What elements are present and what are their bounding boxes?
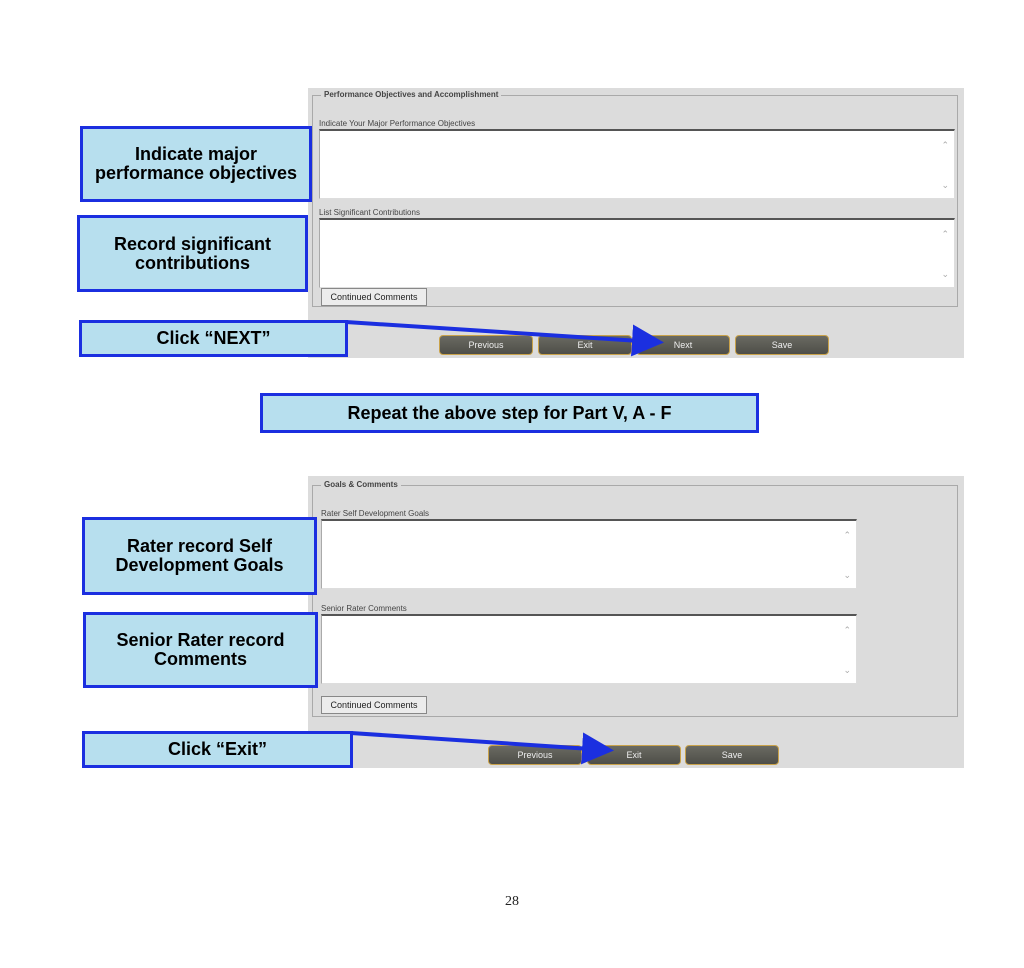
exit-arrow <box>351 733 606 750</box>
fieldset-legend: Performance Objectives and Accomplishment <box>321 89 501 101</box>
scroll-down-icon[interactable]: ⌄ <box>843 570 851 580</box>
previous-button[interactable]: Previous <box>439 335 533 355</box>
scroll-down-icon[interactable]: ⌄ <box>941 180 949 190</box>
callout-self-development: Rater record Self Development Goals <box>82 517 317 595</box>
next-button[interactable]: Next <box>636 335 730 355</box>
self-development-field-label: Rater Self Development Goals <box>321 509 430 518</box>
previous-button[interactable]: Previous <box>488 745 582 765</box>
scroll-down-icon[interactable]: ⌄ <box>941 269 949 279</box>
scroll-up-icon[interactable]: ⌃ <box>941 140 949 150</box>
scroll-up-icon[interactable]: ⌃ <box>843 625 851 635</box>
objectives-field-label: Indicate Your Major Performance Objectives <box>319 119 476 128</box>
scroll-up-icon[interactable]: ⌃ <box>843 530 851 540</box>
fieldset-legend: Goals & Comments <box>321 479 401 491</box>
callout-objectives: Indicate major performance objectives <box>80 126 312 202</box>
page-number: 28 <box>505 894 519 909</box>
contributions-field-label: List Significant Contributions <box>319 208 420 217</box>
scroll-up-icon[interactable]: ⌃ <box>941 229 949 239</box>
callout-contributions: Record significant contributions <box>77 215 308 292</box>
save-button[interactable]: Save <box>685 745 779 765</box>
callout-click-exit: Click “Exit” <box>82 731 353 768</box>
callout-click-next: Click “NEXT” <box>79 320 348 357</box>
continued-comments-button[interactable]: Continued Comments <box>321 288 427 306</box>
next-arrow <box>346 322 656 342</box>
callout-senior-rater: Senior Rater record Comments <box>83 612 318 688</box>
callout-repeat: Repeat the above step for Part V, A - F <box>260 393 759 433</box>
continued-comments-button[interactable]: Continued Comments <box>321 696 427 714</box>
exit-button[interactable]: Exit <box>538 335 632 355</box>
save-button[interactable]: Save <box>735 335 829 355</box>
exit-button[interactable]: Exit <box>587 745 681 765</box>
senior-rater-field-label: Senior Rater Comments <box>321 604 407 613</box>
scroll-down-icon[interactable]: ⌄ <box>843 665 851 675</box>
